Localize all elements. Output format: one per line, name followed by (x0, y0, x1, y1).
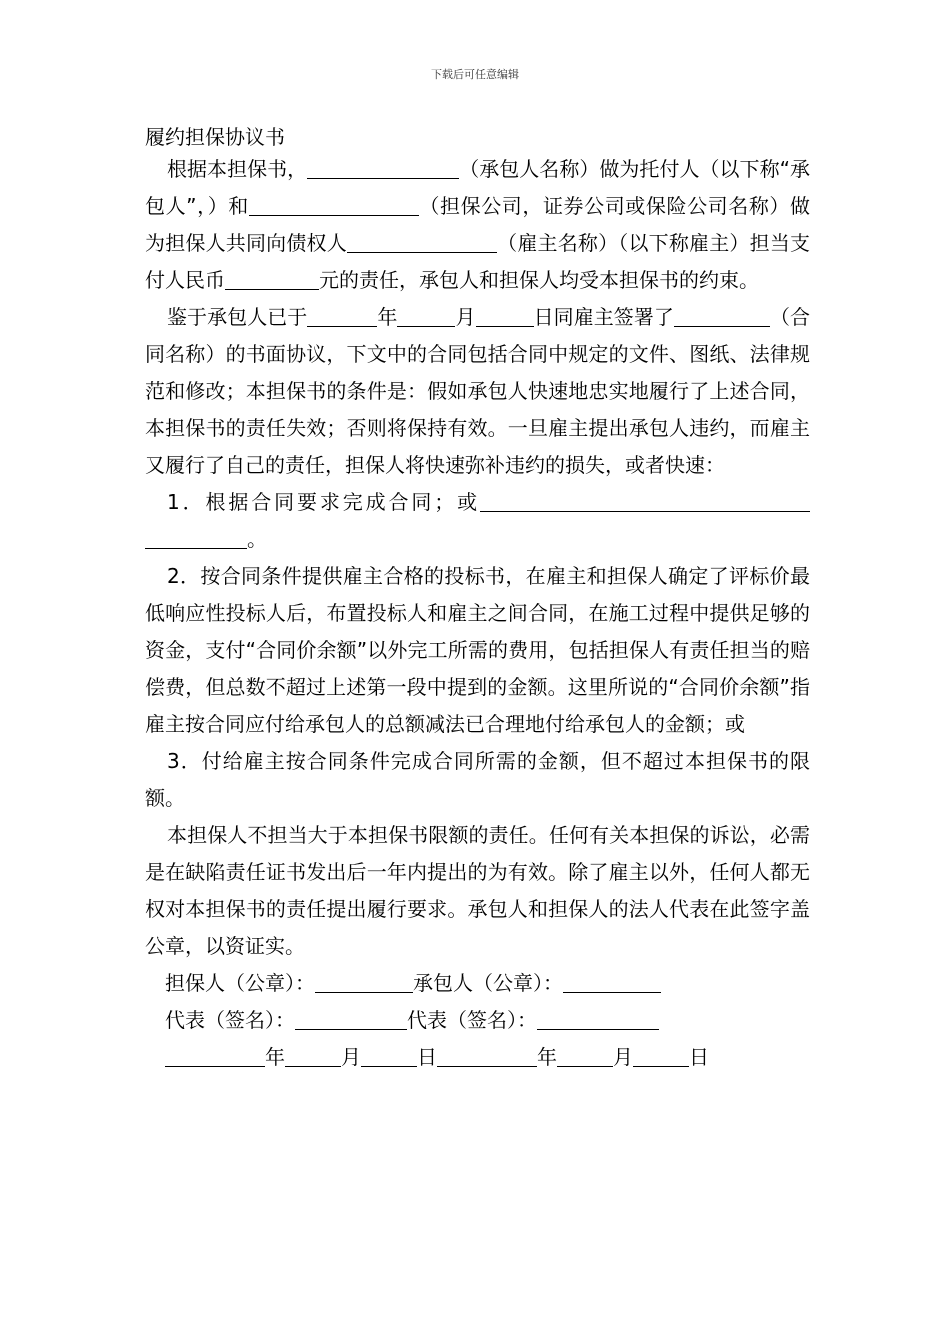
date2-year: 年 (537, 1045, 557, 1069)
amount-blank (225, 269, 319, 290)
paragraph-limitation: 本担保人不担当大于本担保书限额的责任。任何有关本担保的诉讼，必需是在缺陷责任证书发出后一年内提出的为有效。除了雇主以外，任何人都无权对本担保书的责任提出履行要求。承包人和担保人的法人代表在此签字盖公章，以资证实。 (145, 823, 810, 958)
item1-blank-2 (145, 528, 247, 549)
date2-month: 月 (613, 1045, 633, 1069)
date2-year-blank (437, 1046, 537, 1067)
p2-text-a: 鉴于承包人已于 (167, 305, 308, 329)
item1-text: 1．根据合同要求完成合同；或 (167, 490, 480, 514)
item1-blank-1 (480, 491, 810, 512)
rep2-blank (537, 1009, 659, 1030)
document-body (145, 123, 810, 1076)
p2-year: 年 (377, 305, 398, 329)
p2-month: 月 (455, 305, 476, 329)
document-title: 履约担保协议书 (145, 125, 285, 149)
paragraph-parties (145, 151, 810, 299)
contractor-seal-blank (563, 972, 661, 993)
contractor-seal-label: 承包人（公章）： (413, 971, 563, 995)
date1-day-blank (361, 1046, 417, 1067)
date1-month: 月 (341, 1045, 361, 1069)
guarantor-seal-blank (315, 972, 413, 993)
date1-month-blank (285, 1046, 341, 1067)
paragraph-whereas (145, 299, 810, 484)
item-1 (145, 484, 810, 558)
rep1-label: 代表（签名）： (165, 1008, 295, 1032)
guarantor-seal-label: 担保人（公章）： (165, 971, 315, 995)
signature-seal-line (145, 965, 810, 1002)
item-2: 2．按合同条件提供雇主合格的投标书，在雇主和担保人确定了评标价最低响应性投标人后，布置投标人和雇主之间合同，在施工过程中提供足够的资金，支付“合同价余额”以外完工所需的费用，包括担保人有责任担当的赔偿费，但总数不超过上述第一段中提到的金额。这里所说的“合同价余额”指雇主按合同应付给承包人的总额减法已合理地付给承包人的金额；或 (145, 564, 810, 736)
page-header: 下载后可任意编辑 (431, 68, 519, 81)
item-3: 3．付给雇主按合同条件完成合同所需的金额，但不超过本担保书的限额。 (145, 749, 810, 810)
sign-year-blank (307, 306, 377, 327)
date1-day: 日 (417, 1045, 437, 1069)
p2-text-d: 日同雇主签署了 (533, 305, 674, 329)
sign-month-blank (397, 306, 455, 327)
contract-name-blank-1 (674, 306, 736, 327)
p1-text-a: 根据本担保书， (167, 157, 308, 181)
item1-end: 。 (247, 527, 267, 551)
p1-text-e: 元的责任，承包人和担保人均受本担保书的约束。 (319, 268, 759, 292)
p1-text-b: （承包人名称）做为托付人（以下称“承包人”，）和 (145, 157, 810, 218)
sign-day-blank (476, 306, 534, 327)
employer-name-blank (347, 232, 497, 253)
p1-text-c: （担保公司，证券公司或保险公司名称）做为担保人共同向债权人 (145, 194, 810, 255)
rep1-blank (295, 1009, 407, 1030)
signature-rep-line (145, 1002, 810, 1039)
date2-day: 日 (689, 1045, 709, 1069)
date1-year-blank (165, 1046, 265, 1067)
contract-name-blank-2 (736, 306, 770, 327)
signature-date-line (145, 1039, 810, 1076)
p2-text-e: （合同名称）的书面协议，下文中的合同包括合同中规定的文件、图纸、法律规范和修改；本担保书的条件是：假如承包人快速地忠实地履行了上述合同，本担保书的责任失效；否则将保持有效。一旦雇主提出承包人违约，而雇主又履行了自己的责任，担保人将快速弥补违约的损失，或者快速： (145, 305, 811, 477)
date2-month-blank (557, 1046, 613, 1067)
date2-day-blank (633, 1046, 689, 1067)
date1-year: 年 (265, 1045, 285, 1069)
p1-text-d: （雇主名称）（以下称雇主）担当支付人民币 (145, 231, 811, 292)
contractor-name-blank (307, 158, 459, 179)
rep2-label: 代表（签名）： (407, 1008, 537, 1032)
guarantor-name-blank (249, 195, 419, 216)
